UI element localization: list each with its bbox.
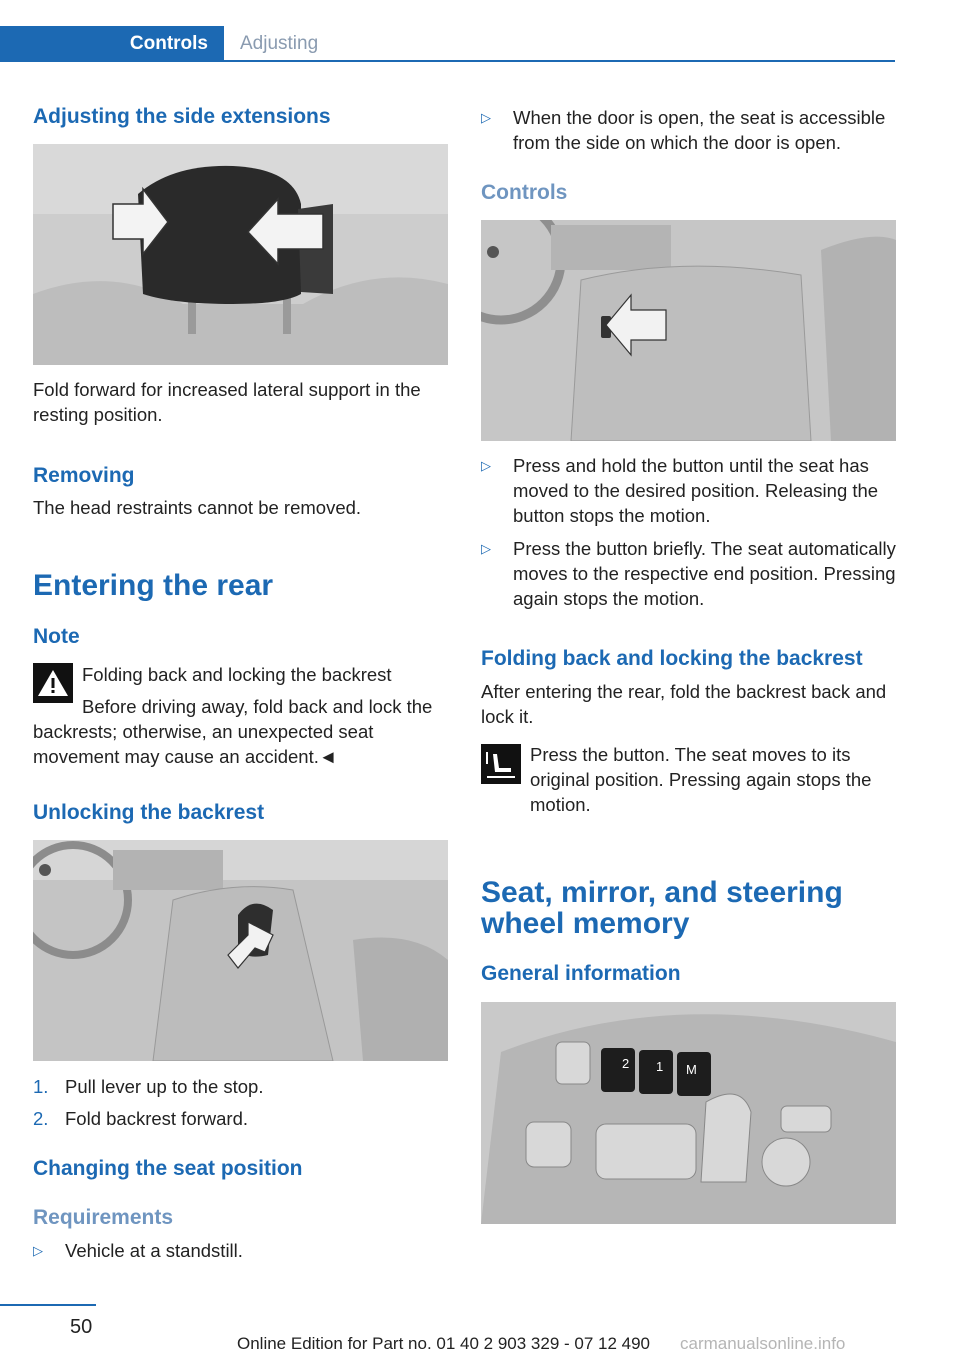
header-rule [224,60,895,62]
heading-side-extensions: Adjusting the side extensions [33,105,331,128]
triangle-right-icon: ▷ [481,541,491,556]
heading-folding-back: Folding back and locking the backrest [481,647,863,670]
headrest-side-extension-image [33,144,448,365]
requirement-standstill [33,1238,448,1263]
seat-controls-image [481,220,896,441]
control-press-briefly-text: Press the button briefly. The seat automatically moves to the respective end position. Pressing again stops the motion. [513,538,896,609]
heading-note: Note [33,625,80,648]
page-header [0,26,895,62]
paragraph-folding: After entering the rear, fold the backrest back and lock it. [481,681,887,727]
heading-removing: Removing [33,464,135,487]
heading-entering-rear: Entering the rear [33,569,274,602]
memory-buttons-image [481,1002,896,1224]
heading-unlocking-backrest: Unlocking the backrest [33,801,265,824]
note-title: Folding back and locking the backrest [82,664,392,685]
heading-general-information: General information [481,962,681,985]
heading-memory-line2: wheel memory [481,907,690,940]
footer-rule [0,1304,96,1306]
note-body-line1: Before driving away, fold back and lock the [82,696,433,717]
triangle-right-icon: ▷ [33,1243,43,1258]
heading-memory-line1: Seat, mirror, and steering [481,876,843,909]
requirement-door-open [481,105,896,155]
paragraph-removing: The head restraints cannot be removed. [33,497,362,518]
step-1-number: 1. [33,1076,49,1097]
paragraph-press-button-line2: original position. Pressing again stops the motion. [530,769,872,815]
triangle-right-icon: ▷ [481,110,491,125]
paragraph-fold-forward: Fold forward for increased lateral support in the resting position. [33,379,421,425]
requirement-door-open-text: When the door is open, the seat is accessible from the side on which the door is open. [513,107,886,153]
step-2-text: Fold backrest forward. [65,1108,249,1129]
watermark: carmanualsonline.info [680,1334,846,1353]
step-2-number: 2. [33,1108,49,1129]
triangle-right-icon: ▷ [481,458,491,473]
control-press-hold [481,453,899,528]
memory-button-1-label: 1 [656,1059,664,1074]
tab-adjusting: Adjusting [240,33,319,54]
heading-controls: Controls [481,181,568,204]
unlocking-backrest-image [33,840,448,1061]
step-2 [33,1106,448,1131]
step-1 [33,1074,448,1099]
control-press-hold-text: Press and hold the button until the seat has moved to the desired position. Releasing the button stops the motion. [513,455,879,526]
memory-button-2-label: 2 [622,1056,630,1071]
requirement-standstill-text: Vehicle at a standstill. [65,1240,243,1261]
step-1-text: Pull lever up to the stop. [65,1076,264,1097]
paragraph-press-button-line1: Press the button. The seat moves to its [530,744,851,765]
heading-memory [481,877,896,939]
memory-button-m-label: M [686,1062,697,1077]
control-press-briefly [481,536,899,611]
online-edition: Online Edition for Part no. 01 40 2 903 329 - 07 12 490 [237,1334,651,1353]
heading-changing-seat-position: Changing the seat position [33,1157,303,1180]
tab-controls: Controls [0,26,224,62]
page-number: 50 [70,1316,93,1338]
note-body-line2: backrests; otherwise, an unexpected seat movement may cause an accident.◄ [33,721,374,767]
warning-triangle-icon [33,663,73,703]
seat-button-icon [481,744,521,784]
heading-requirements: Requirements [33,1206,174,1229]
